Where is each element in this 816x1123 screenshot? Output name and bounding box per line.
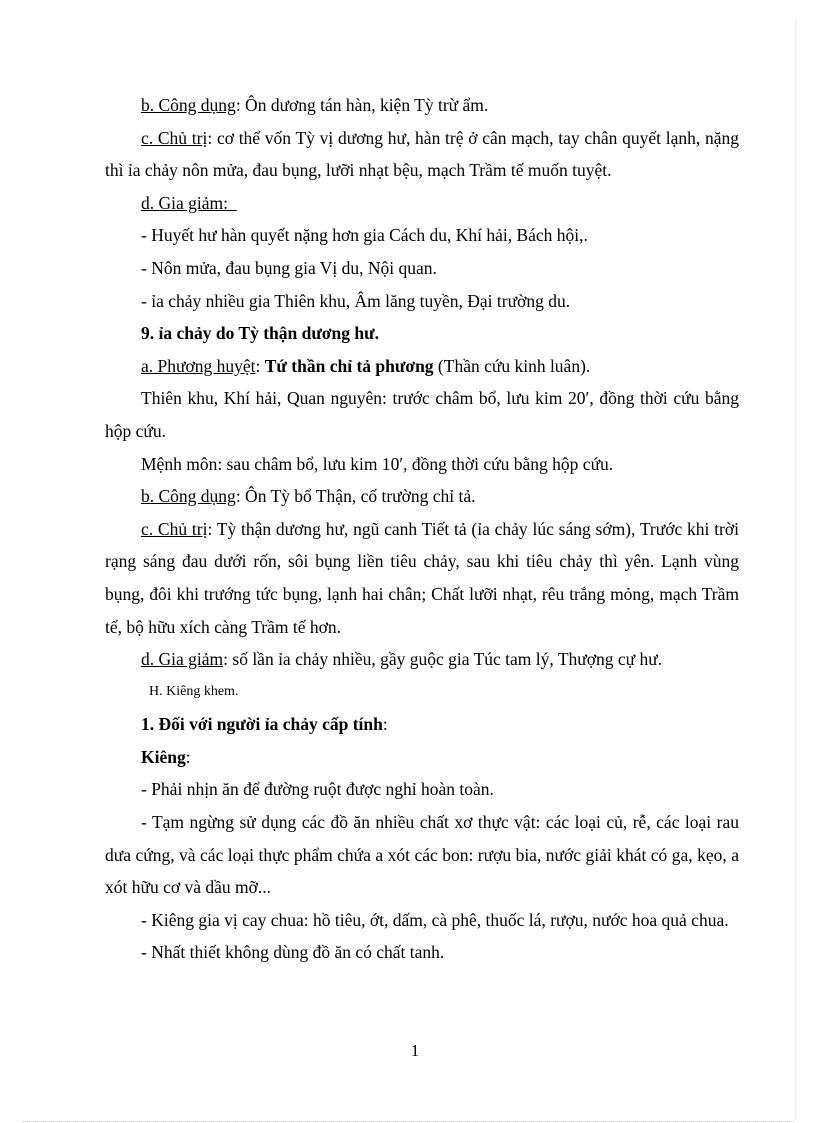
label-gia-giam: d. Gia giảm <box>141 649 224 670</box>
margin-divider <box>795 20 796 1120</box>
paragraph-gia-giam-1 <box>105 187 739 220</box>
label-cong-dung: b. Công dụng <box>141 486 236 507</box>
section-heading-h: H. Kiêng khem. <box>149 683 239 699</box>
paragraph-cong-dung-2: b. Công dụng: Ôn Tỳ bổ Thận, cố trường chỉ tả. <box>141 486 476 507</box>
paragraph-body: Mệnh môn: sau châm bổ, lưu kim 10′, đồng thời cứu bằng hộp cứu. <box>141 453 614 474</box>
section-heading-9: 9. ỉa chảy do Tỳ thận dương hư. <box>141 323 380 344</box>
document-body <box>105 89 739 969</box>
paragraph-body: Thiên khu, Khí hải, Quan nguyên: trước châm bổ, lưu kim 20′, đồng thời cứu bằng hộp cứu. <box>105 388 739 441</box>
paragraph-cong-dung-1: b. Công dụng: Ôn dương tán hàn, kiện Tỳ trừ ẩm. <box>141 95 489 115</box>
paragraph-chu-tri-1: c. Chủ trị: cơ thể vốn Tỳ vị dương hư, hàn trệ ở cân mạch, tay chân quyết lạnh, nặng thì ỉa chảy nôn mửa, đau bụng, lưỡi nhạt bệu, mạch Trầm tế muốn tuyệt. <box>105 127 739 181</box>
section-heading-1: 1. Đối với người ỉa chảy cấp tính: <box>141 714 388 735</box>
list-item: - Phải nhịn ăn để đường ruột được nghỉ hoàn toàn. <box>141 779 494 800</box>
list-item: - Nôn mửa, đau bụng gia Vị du, Nội quan. <box>141 257 437 278</box>
list-item: - ỉa chảy nhiều gia Thiên khu, Âm lăng tuyền, Đại trường du. <box>141 290 571 311</box>
paragraph-gia-giam-2: d. Gia giảm: số lần ỉa chảy nhiều, gầy guộc gia Túc tam lý, Thượng cự hư. <box>141 649 663 670</box>
formula-name: Tứ thần chỉ tả phương <box>264 355 434 376</box>
subheading-kieng: Kiêng: <box>141 746 191 767</box>
label-chu-tri: c. Chủ trị <box>141 127 208 148</box>
footer-divider <box>22 1121 794 1122</box>
paragraph-phuong-huyet: a. Phương huyệt: Tứ thần chỉ tả phương (Thần cứu kinh luân). <box>141 355 591 376</box>
paragraph-chu-tri-2: c. Chủ trị: Tỳ thận dương hư, ngũ canh Tiết tả (ỉa chảy lúc sáng sớm), Trước khi trời rạng sáng đau dưới rốn, sôi bụng liền tiêu chảy, sau khi tiêu chảy thì yên. Lạnh vùng bụng, đôi khi trướng tức bụng, lạnh hai chân; Chất lưỡi nhạt, rêu trắng mỏng, mạch Trầm tế, bộ hữu xích càng Trầm tế hơn. <box>105 518 740 637</box>
list-item: - Nhất thiết không dùng đồ ăn có chất tanh. <box>141 942 445 963</box>
list-item: - Tạm ngừng sử dụng các đồ ăn nhiều chất xơ thực vật: các loại củ, rễ, các loại rau dưa cứng, và các loại thực phẩm chứa a xót các bon: rượu bia, nước giải khát có ga, kẹo, a xót hữu cơ và dầu mỡ... <box>105 812 739 898</box>
label-phuong-huyet: a. Phương huyệt <box>141 355 256 376</box>
list-item: - Kiêng gia vị cay chua: hồ tiêu, ớt, dấm, cà phê, thuốc lá, rượu, nước hoa quả chua. <box>141 909 729 930</box>
page-number: 1 <box>410 1041 420 1060</box>
label-gia-giam: d. Gia giảm: <box>141 192 228 213</box>
label-cong-dung: b. Công dụng <box>141 95 236 115</box>
label-chu-tri: c. Chủ trị <box>141 518 208 539</box>
list-item: - Huyết hư hàn quyết nặng hơn gia Cách du, Khí hải, Bách hội,. <box>141 225 588 246</box>
